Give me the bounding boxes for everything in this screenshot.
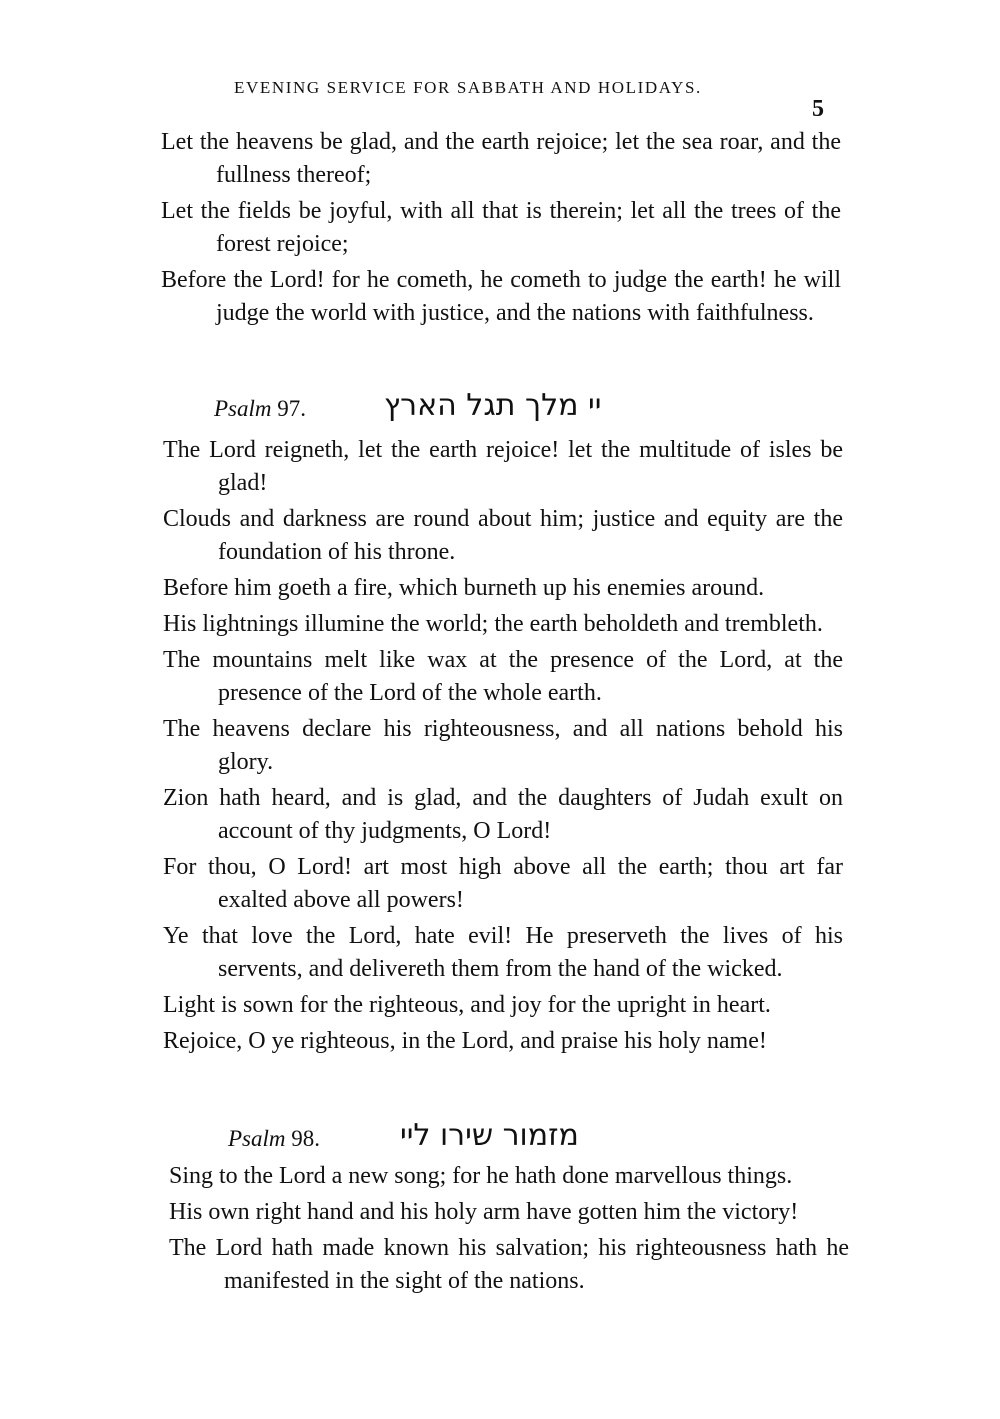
- psalm-98-hebrew-title: מזמור שירו ליי: [400, 1118, 579, 1153]
- verse: His own right hand and his holy arm have gotten him the victory!: [169, 1199, 799, 1225]
- psalm-97-heading: [214, 388, 654, 428]
- psalm-word: Psalm: [228, 1126, 286, 1151]
- verse: Rejoice, O ye righteous, in the Lord, and praise his holy name!: [163, 1028, 767, 1054]
- verse: Let the fields be joyful, with all that is therein; let all the trees of the forest rejoice;: [161, 198, 841, 257]
- running-header: EVENING SERVICE FOR SABBATH AND HOLIDAYS.: [234, 78, 702, 97]
- psalm-number: 97.: [277, 396, 306, 421]
- verse: Before the Lord! for he cometh, he cometh to judge the earth! he will judge the world with justice, and the nations with faithfulness.: [161, 267, 841, 326]
- verse: The mountains melt like wax at the presence of the Lord, at the presence of the Lord of the whole earth.: [163, 647, 843, 706]
- verse: His lightnings illumine the world; the earth beholdeth and trembleth.: [163, 611, 823, 637]
- psalm-97-hebrew-title: יי מלך תגל הארץ: [384, 388, 602, 423]
- psalm-98-verses: [169, 1160, 849, 1301]
- psalm-98-label: [228, 1126, 320, 1152]
- page-number: 5: [812, 96, 824, 122]
- verse: Light is sown for the righteous, and joy for the upright in heart.: [163, 992, 771, 1018]
- psalm-word: Psalm: [214, 396, 272, 421]
- verse: Before him goeth a fire, which burneth up his enemies around.: [163, 575, 765, 601]
- verse: The Lord reigneth, let the earth rejoice! let the multitude of isles be glad!: [163, 437, 843, 496]
- verse: Sing to the Lord a new song; for he hath done marvellous things.: [169, 1163, 793, 1189]
- psalm-number: 98.: [291, 1126, 320, 1151]
- verse: Zion hath heard, and is glad, and the daughters of Judah exult on account of thy judgments, O Lord!: [163, 785, 843, 844]
- verse: Clouds and darkness are round about him; justice and equity are the foundation of his throne.: [163, 506, 843, 565]
- verse: The Lord hath made known his salvation; his righteousness hath he manifested in the sight of the nations.: [169, 1235, 849, 1294]
- psalm-97-verses: [163, 434, 843, 1061]
- intro-verses: [161, 126, 841, 333]
- verse: Let the heavens be glad, and the earth rejoice; let the sea roar, and the fullness thereof;: [161, 129, 841, 188]
- psalm-98-heading: [228, 1118, 668, 1158]
- verse: The heavens declare his righteousness, and all nations behold his glory.: [163, 716, 843, 775]
- verse: Ye that love the Lord, hate evil! He preserveth the lives of his servents, and delivereth them from the hand of the wicked.: [163, 923, 843, 982]
- psalm-97-label: [214, 396, 306, 422]
- verse: For thou, O Lord! art most high above all the earth; thou art far exalted above all powers!: [163, 854, 843, 913]
